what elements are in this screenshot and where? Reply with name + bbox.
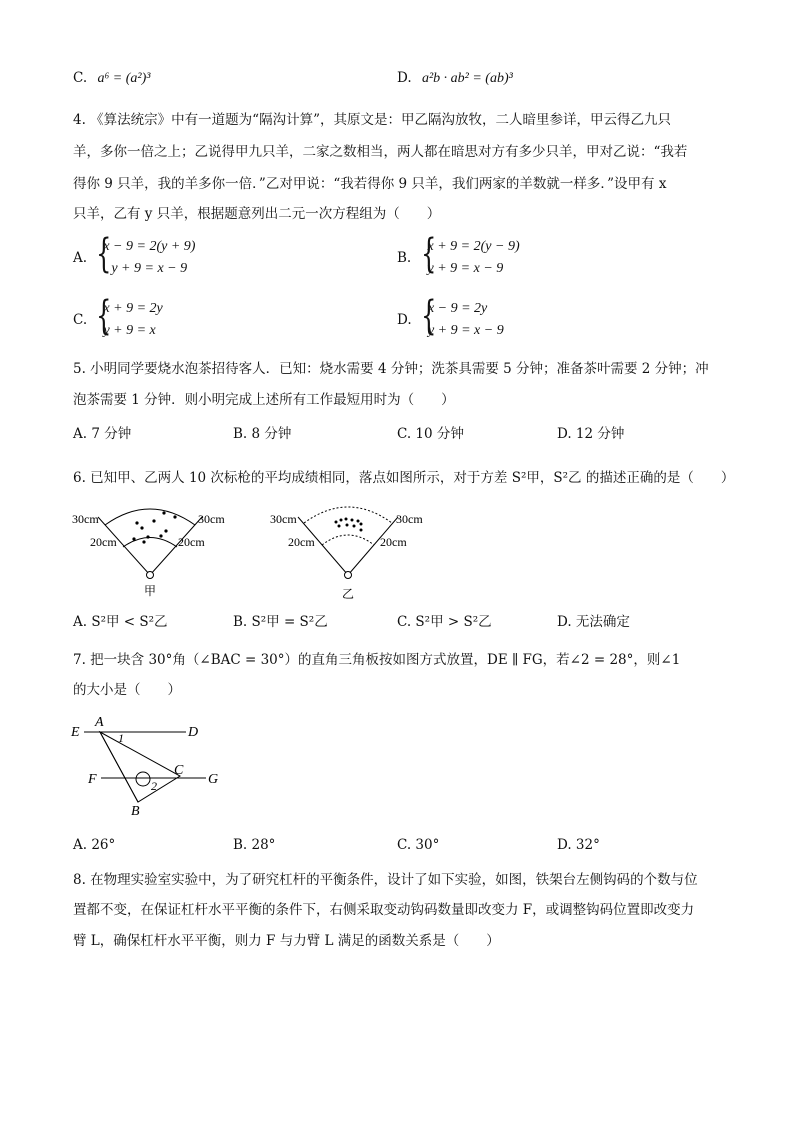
q6-yi-outer-right: 30cm bbox=[396, 512, 423, 526]
q4-option-b: B. { x + 9 = 2(y − 9) y + 9 = x − 9 bbox=[397, 236, 520, 280]
q6-jia-vertex bbox=[147, 572, 154, 579]
q8-line-3: 臂 L，确保杠杆水平平衡，则力 F 与力臂 L 满足的函数关系是（ ） bbox=[73, 933, 500, 949]
q7-line-1: 7. 把一块含 30°角（∠BAC = 30°）的直角三角板按如图方式放置，DE ∥ FG，若∠2 = 28°，则∠1 bbox=[73, 652, 681, 668]
q4-option-c: C. { x + 9 = 2y y + 9 = x bbox=[73, 298, 163, 342]
q6-option-b: B. S²甲 = S²乙 bbox=[233, 614, 328, 630]
q3-option-c: C. a⁶ = (a²)³ bbox=[73, 70, 151, 86]
q4-line-3: 得你 9 只羊，我的羊多你一倍．”乙对甲说：“我若得你 9 只羊，我们两家的羊数就一样多．”设甲有 x bbox=[73, 176, 667, 192]
q3-option-d: D. a²b · ab² = (ab)³ bbox=[397, 70, 513, 86]
q7-figure bbox=[68, 712, 238, 822]
q7-label-e: E bbox=[71, 725, 80, 740]
q4-option-d: D. { x − 9 = 2y y + 9 = x − 9 bbox=[397, 298, 504, 342]
q7-label-d: D bbox=[188, 725, 199, 740]
q6-jia-inner-right: 20cm bbox=[178, 535, 205, 549]
q5-line-2: 泡茶需要 1 分钟．则小明完成上述所有工作最短用时为（ ） bbox=[73, 392, 455, 408]
q3-option-d-expr: a²b · ab² = (ab)³ bbox=[421, 71, 513, 86]
q6-yi-inner-left: 20cm bbox=[288, 535, 315, 549]
q4-option-a-system: { x − 9 = 2(y + 9) y + 9 = x − 9 bbox=[96, 231, 196, 277]
q4-option-b-system: { x + 9 = 2(y − 9) y + 9 = x − 9 bbox=[420, 231, 520, 277]
q5-line-1: 5. 小明同学要烧水泡茶招待客人．已知：烧水需要 4 分钟；洗茶具需要 5 分钟；准备茶叶需要 2 分钟；冲 bbox=[73, 361, 709, 377]
q8-line-2: 置都不变，在保证杠杆水平平衡的条件下，右侧采取变动钩码数量即改变力 F，或调整钩码位置即改变力 bbox=[73, 902, 695, 918]
q7-label-g: G bbox=[208, 772, 219, 787]
q4-line-4: 只羊，乙有 y 只羊，根据题意列出二元一次方程组为（ ） bbox=[73, 206, 441, 222]
q7-label-1: 1 bbox=[118, 731, 124, 745]
q7-label-b: B bbox=[131, 804, 140, 819]
q5-option-b: B. 8 分钟 bbox=[233, 426, 292, 442]
q7-option-c: C. 30° bbox=[397, 837, 440, 853]
q6-figure-yi bbox=[268, 495, 438, 605]
q6-yi-points bbox=[335, 518, 363, 532]
q6-yi-inner-arc bbox=[322, 535, 374, 545]
q6-jia-caption: 甲 bbox=[144, 584, 157, 598]
q6-jia-outer-arc bbox=[105, 509, 195, 525]
q6-jia-inner-left: 20cm bbox=[90, 535, 117, 549]
q4-option-d-system: { x − 9 = 2y y + 9 = x − 9 bbox=[421, 293, 504, 339]
q4-line-1: 4. 《算法统宗》中有一道题为“隔沟计算”，其原文是：甲乙隔沟放牧，二人暗里参详，甲云得乙九只 bbox=[73, 112, 671, 128]
q6-yi-caption: 乙 bbox=[342, 587, 355, 601]
q4-option-c-system: { x + 9 = 2y y + 9 = x bbox=[96, 293, 163, 339]
q6-line-1: 6. 已知甲、乙两人 10 次标枪的平均成绩相同，落点如图所示，对于方差 S²甲，S²乙 的描述正确的是（ ） bbox=[73, 470, 735, 486]
q7-label-c: C bbox=[174, 763, 184, 778]
q7-triangle bbox=[100, 732, 180, 802]
q7-option-a: A. 26° bbox=[73, 837, 116, 853]
q6-yi-outer-arc bbox=[304, 507, 392, 523]
q7-option-d: D. 32° bbox=[557, 837, 600, 853]
q7-option-b: B. 28° bbox=[233, 837, 276, 853]
q6-jia-outer-right: 30cm bbox=[198, 512, 225, 526]
q7-line-2: 的大小是（ ） bbox=[73, 682, 181, 698]
q6-yi-vertex bbox=[345, 572, 352, 579]
q6-option-c: C. S²甲 > S²乙 bbox=[397, 614, 492, 630]
q4-option-a: A. { x − 9 = 2(y + 9) y + 9 = x − 9 bbox=[73, 236, 195, 280]
q7-label-2: 2 bbox=[151, 779, 157, 793]
q5-option-c: C. 10 分钟 bbox=[397, 426, 464, 442]
q7-hole bbox=[136, 772, 150, 786]
q7-label-f: F bbox=[88, 772, 97, 787]
q5-option-d: D. 12 分钟 bbox=[557, 426, 625, 442]
q6-jia-inner-arc bbox=[123, 538, 177, 548]
q7-label-a: A bbox=[95, 715, 104, 730]
q6-yi-outer-left: 30cm bbox=[270, 512, 297, 526]
q4-line-2: 羊，多你一倍之上；乙说得甲九只羊，二家之数相当，两人都在暗思对方有多少只羊，甲对乙说：“我若 bbox=[73, 144, 688, 160]
q6-option-a: A. S²甲 < S²乙 bbox=[73, 614, 168, 630]
q8-line-1: 8. 在物理实验室实验中，为了研究杠杆的平衡条件，设计了如下实验，如图，铁架台左侧钩码的个数与位 bbox=[73, 872, 698, 888]
q6-option-d: D. 无法确定 bbox=[557, 614, 630, 630]
q6-jia-outer-left: 30cm bbox=[72, 512, 99, 526]
q3-option-c-expr: a⁶ = (a²)³ bbox=[97, 71, 151, 86]
q5-option-a: A. 7 分钟 bbox=[73, 426, 132, 442]
q6-yi-inner-right: 20cm bbox=[380, 535, 407, 549]
q6-figure-jia bbox=[70, 495, 250, 600]
